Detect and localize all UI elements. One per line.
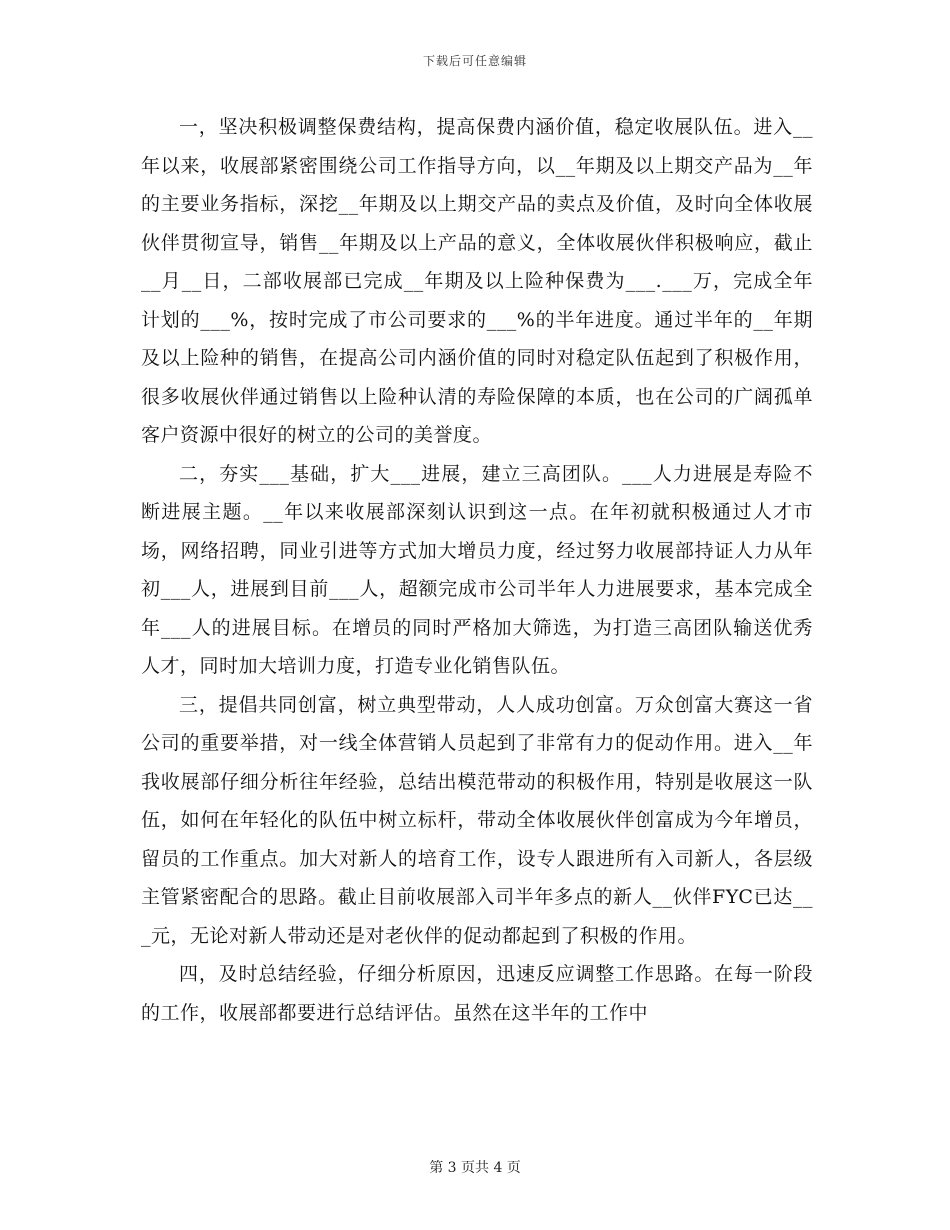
paragraph-4: 四，及时总结经验，仔细分析原因，迅速反应调整工作思路。在每一阶段的工作，收展部都要进行总结评估。虽然在这半年的工作中 <box>141 963 813 1024</box>
paragraph-3: 三，提倡共同创富，树立典型带动，人人成功创富。万众创富大赛这一省公司的重要举措，对一线全体营销人员起到了非常有力的促动作用。进入__年我收展部仔细分析往年经验，总结出模范带动的积极作用，特别是收展这一队伍，如何在年轻化的队伍中树立标杆，带动全体收展伙伴创富成为今年增员，留员的工作重点。加大对新人的培育工作，设专人跟进所有入司新人，各层级主管紧密配合的思路。截止目前收展部入司半年多点的新人__伙伴FYC已达___元，无论对新人带动还是对老伙伴的促动都起到了积极的作用。 <box>141 693 813 947</box>
page-header-note: 下载后可任意编辑 <box>422 54 527 68</box>
paragraph-1: 一，坚决积极调整保费结构，提高保费内涵价值，稳定收展队伍。进入__年以来，收展部紧密围绕公司工作指导方向，以__年期及以上期交产品为__年的主要业务指标，深挖__年期及以上期交产品的卖点及价值，及时向全体收展伙伴贯彻宣导，销售__年期及以上产品的意义，全体收展伙伴积极响应，截止__月__日，二部收展部已完成__年期及以上险种保费为___.___万，完成全年计划的___%，按时完成了市公司要求的___%的半年进度。通过半年的__年期及以上险种的销售，在提高公司内涵价值的同时对稳定队伍起到了积极作用，很多收展伙伴通过销售以上险种认清的寿险保障的本质，也在公司的广阔孤单客户资源中很好的树立的公司的美誉度。 <box>141 116 813 446</box>
page-number: 第 3 页共 4 页 <box>429 1160 521 1176</box>
document-body <box>141 108 813 1032</box>
paragraph-2: 二，夯实___基础，扩大___进展，建立三高团队。___人力进展是寿险不断进展主题。__年以来收展部深刻认识到这一点。在年初就积极通过人才市场，网络招聘，同业引进等方式加大增员力度，经过努力收展部持证人力从年初___人，进展到目前___人，超额完成市公司半年人力进展要求，基本完成全年___人的进展目标。在增员的同时严格加大筛选，为打造三高团队输送优秀人才，同时加大培训力度，打造专业化销售队伍。 <box>141 462 813 677</box>
